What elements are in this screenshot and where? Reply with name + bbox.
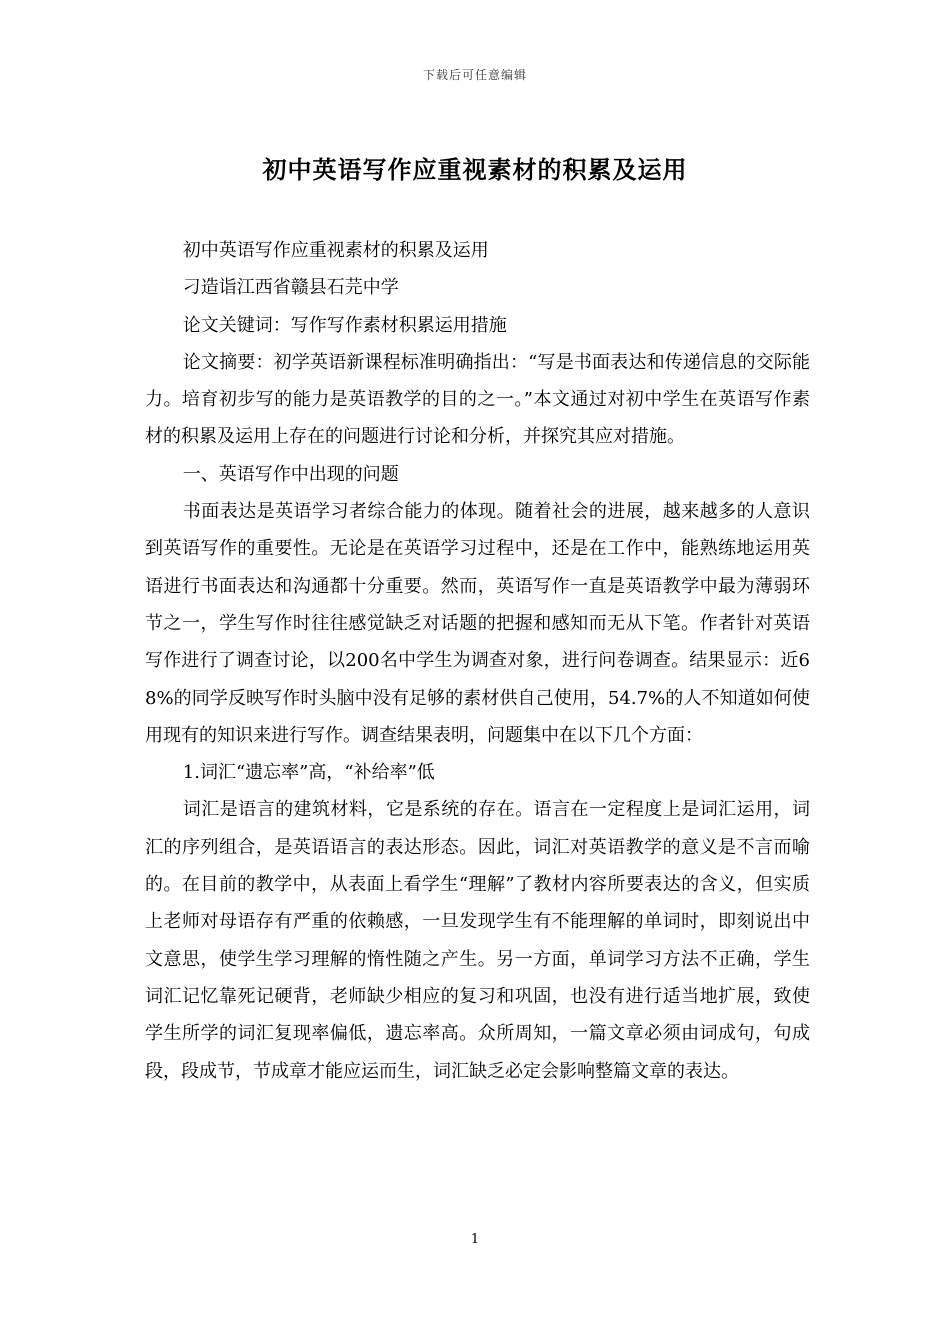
page-number: 1 — [470, 1232, 480, 1247]
body-paragraph: 词汇是语言的建筑材料，它是系统的存在。语言在一定程度上是词汇运用，词汇的序列组合，是英语语言的表达形态。因此，词汇对英语教学的意义是不言而喻的。在目前的教学中，从表面上看学生“理解”了教材内容所要表达的含义，但实质上老师对母语存有严重的依赖感，一旦发现学生有不能理解的单词时，即刻说出中文意思，使学生学习理解的惰性随之产生。另一方面，单词学习方法不正确，学生词汇记忆靠死记硬背，老师缺少相应的复习和巩固，也没有进行适当地扩展，致使学生所学的词汇复现率偏低，遗忘率高。众所周知，一篇文章必须由词成句，句成段，段成节，节成章才能应运而生，词汇缺乏必定会影响整篇文章的表达。 — [145, 799, 810, 1082]
keywords-paragraph: 论文关键词：写作写作素材积累运用措施 — [182, 314, 507, 336]
author-paragraph: 刁造诣江西省赣县石芫中学 — [182, 277, 399, 299]
subsection-heading: 1.词汇“遗忘率”高，“补给率”低 — [182, 762, 435, 784]
header-note: 下载后可任意编辑 — [422, 68, 527, 82]
abstract-paragraph: 论文摘要：初学英语新课程标准明确指出：“写是书面表达和传递信息的交际能力。培育初步写的能力是英语教学的目的之一。”本文通过对初中学生在英语写作素材的积累及运用上存在的问题进行讨论和分析，并探究其应对措施。 — [145, 351, 810, 448]
subtitle-paragraph: 初中英语写作应重视素材的积累及运用 — [182, 240, 489, 261]
document-body — [145, 232, 810, 1090]
body-paragraph: 书面表达是英语学习者综合能力的体现。随着社会的进展，越来越多的人意识到英语写作的重要性。无论是在英语学习过程中，还是在工作中，能熟练地运用英语进行书面表达和沟通都十分重要。然而，英语写作一直是英语教学中最为薄弱环节之一，学生写作时往往感觉缺乏对话题的把握和感知而无从下笔。作者针对英语写作进行了调查讨论，以200名中学生为调查对象，进行问卷调查。结果显示：近68%的同学反映写作时头脑中没有足够的素材供自己使用，54.7%的人不知道如何使用现有的知识来进行写作。调查结果表明，问题集中在以下几个方面： — [145, 501, 810, 746]
document-title: 初中英语写作应重视素材的积累及运用 — [262, 155, 688, 184]
section-heading: 一、英语写作中出现的问题 — [182, 463, 399, 485]
